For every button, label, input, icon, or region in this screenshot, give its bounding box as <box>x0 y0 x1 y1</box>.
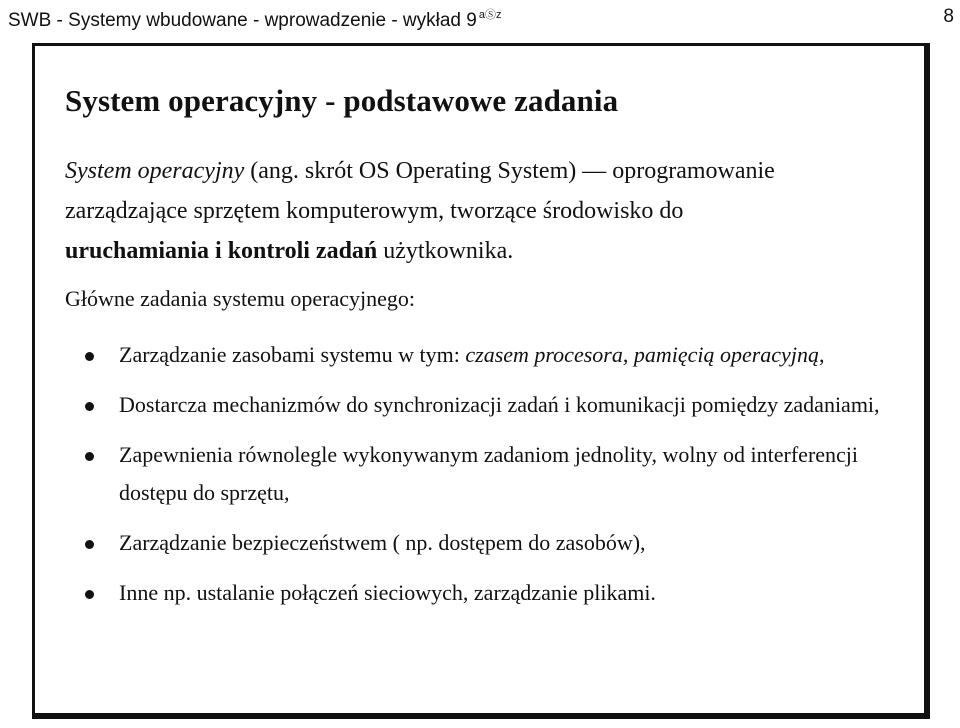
list-item <box>85 386 885 424</box>
list-item-text: Zarządzanie bezpieczeństwem ( np. dostępem do zasobów), <box>119 530 646 555</box>
list-item-text: Zapewnienia równolegle wykonywanym zadaniom jednolity, wolny od interferencji dostępu do sprzętu, <box>119 442 859 505</box>
list-item <box>85 524 885 562</box>
list-item <box>85 574 885 612</box>
slide-frame <box>32 43 930 719</box>
intro-term: System operacyjny <box>65 158 245 184</box>
intro-line-2: zarządzające sprzętem komputerowym, tworzące środowisko do <box>65 198 684 224</box>
header-title <box>8 6 501 32</box>
tasks-subheading: Główne zadania systemu operacyjnego: <box>65 286 416 311</box>
page-number: 8 <box>943 6 954 27</box>
bullet-icon <box>85 590 94 599</box>
header-title-text: SWB - Systemy wbudowane - wprowadzenie - wykład 9 <box>8 10 477 31</box>
slide-title: System operacyjny - podstawowe zadania <box>65 83 619 118</box>
bullet-icon <box>85 402 94 411</box>
header-title-mark: aⓈz <box>478 9 502 21</box>
page-header <box>8 6 954 32</box>
intro-line-3-rest: użytkownika. <box>377 238 514 264</box>
intro-paragraph <box>65 151 895 271</box>
list-item <box>85 336 885 374</box>
list-item-italic: czasem procesora <box>465 342 623 367</box>
list-item-italic-2: pamięcią operacyjną <box>633 342 819 367</box>
list-item-separator: , <box>622 342 634 367</box>
tasks-list <box>85 336 885 612</box>
bullet-icon <box>85 452 94 461</box>
list-item-text: Zarządzanie zasobami systemu w tym: <box>119 342 466 367</box>
intro-line-3 <box>65 231 895 271</box>
list-item-text: Dostarcza mechanizmów do synchronizacji zadań i komunikacji pomiędzy zadaniami, <box>119 392 880 417</box>
intro-line-1-rest: (ang. skrót OS Operating System) — oprogramowanie <box>244 158 775 184</box>
list-item <box>85 436 885 512</box>
list-item-text: Inne np. ustalanie połączeń sieciowych, zarządzanie plikami. <box>119 580 656 605</box>
bullet-icon <box>85 352 94 361</box>
intro-line-1 <box>65 151 895 191</box>
bullet-icon <box>85 540 94 549</box>
intro-bold-phrase: uruchamiania i kontroli zadań <box>65 238 378 264</box>
list-item-tail: , <box>818 342 825 367</box>
